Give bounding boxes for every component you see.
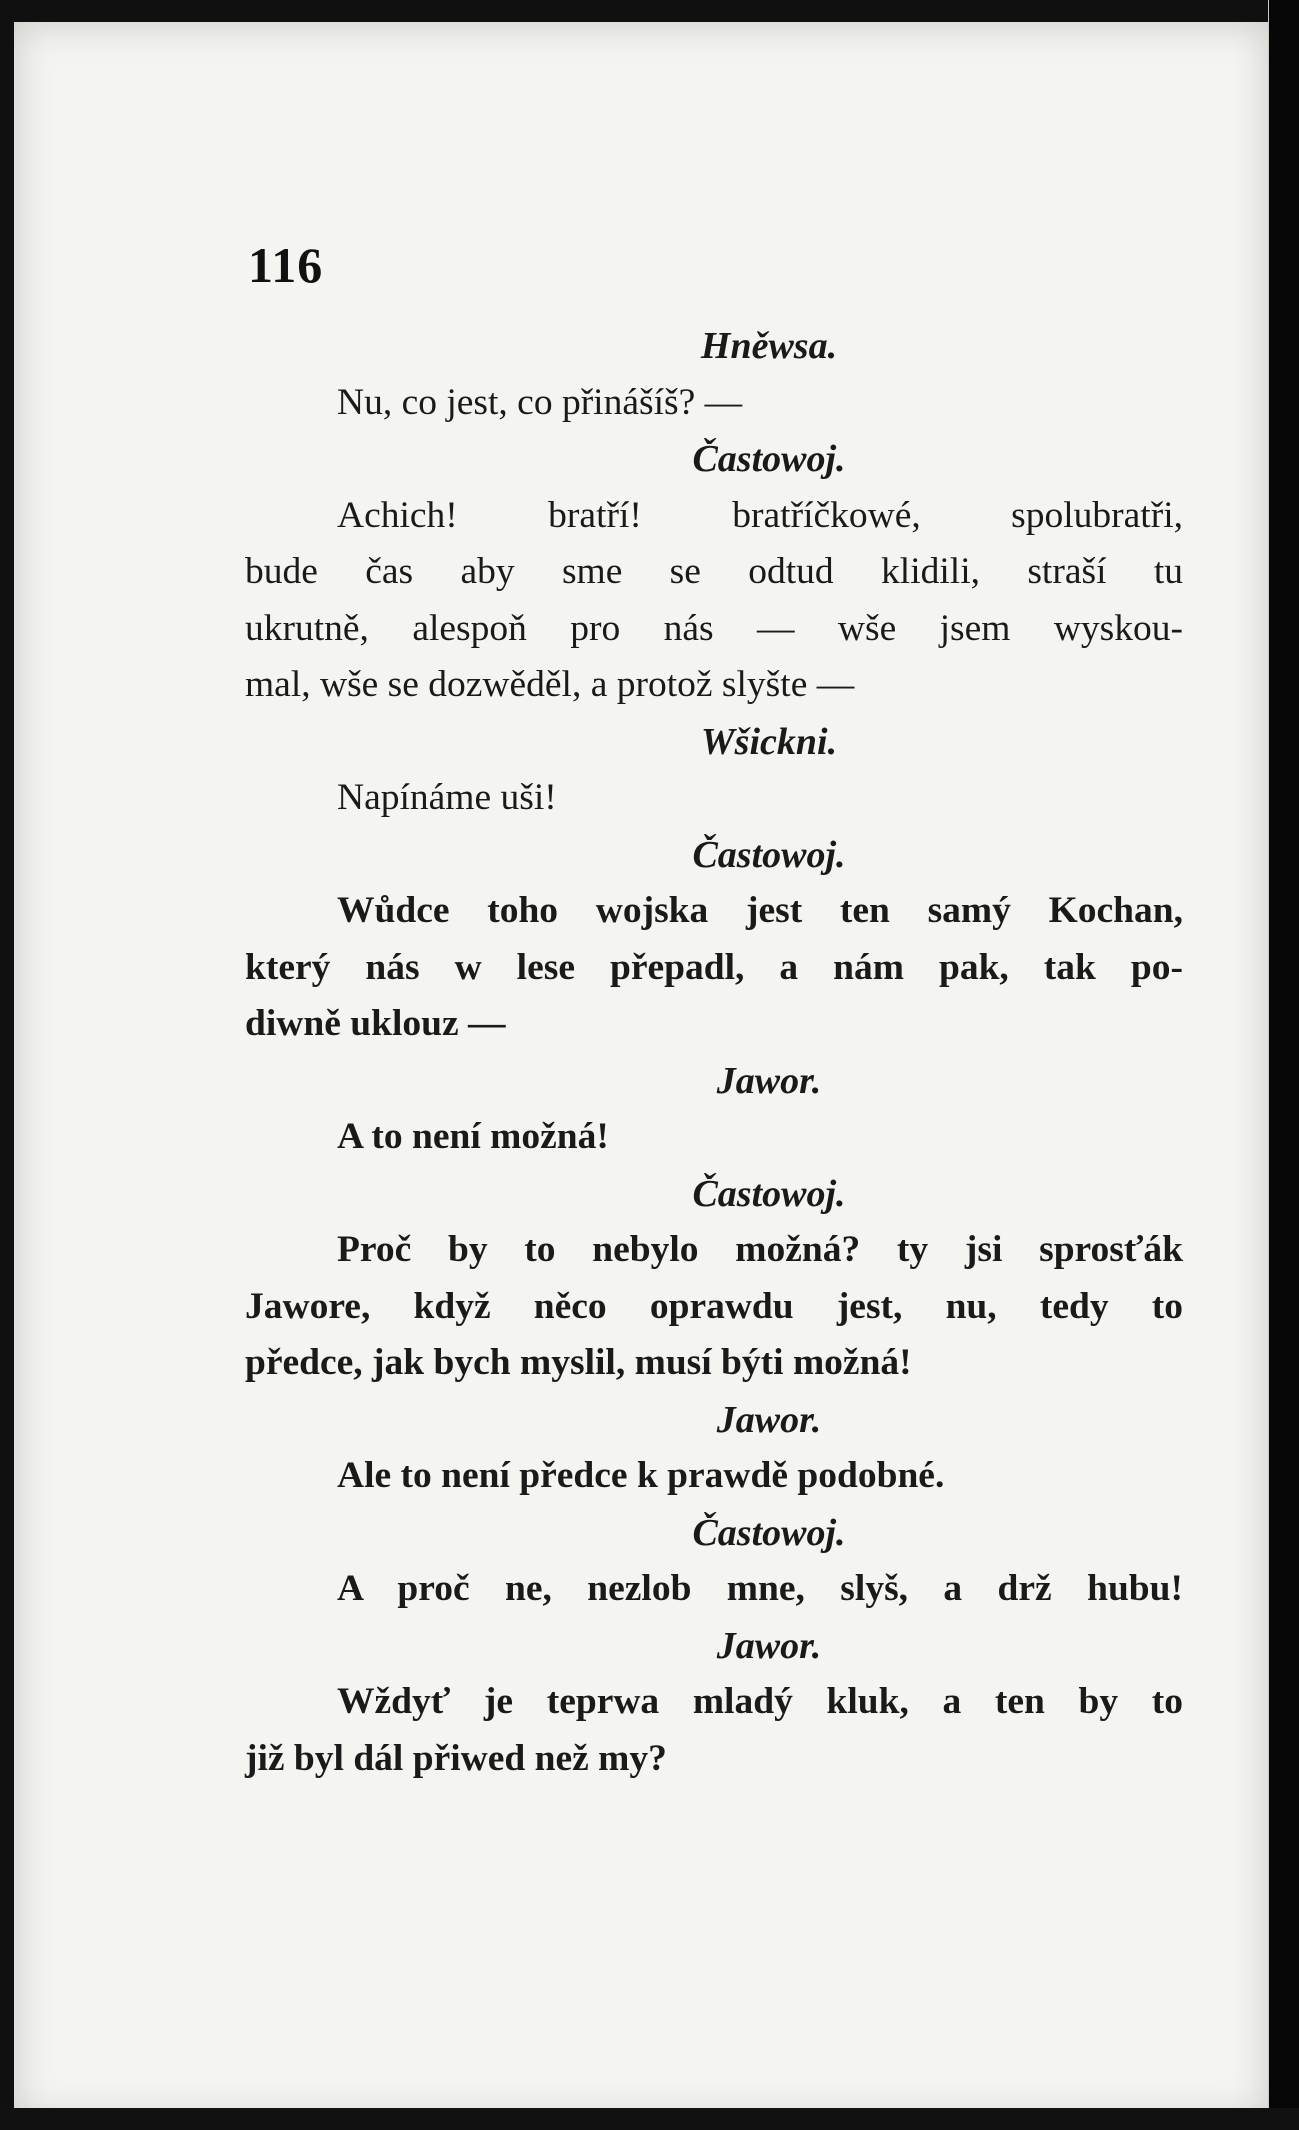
text-line: Wždyť je teprwa mladý kluk, a ten by to — [337, 1681, 1183, 1722]
speaker-name: Častowoj. — [692, 438, 846, 480]
page-number: 116 — [248, 237, 324, 293]
text-line: diwně uklouz — — [245, 1003, 506, 1044]
speaker-name: Častowoj. — [692, 833, 846, 876]
speaker-name: Jawor. — [716, 1624, 822, 1667]
text-line: bude čas aby sme se odtud klidili, straší tu — [245, 551, 1183, 592]
text-line: mal, wše se dozwěděl, a protož slyšte — — [245, 664, 855, 705]
text-line: Jawore, když něco oprawdu jest, nu, tedy to — [245, 1285, 1183, 1327]
scan-border-bottom — [0, 2108, 1299, 2130]
speaker-name: Častowoj. — [692, 1511, 846, 1554]
text-line: ukrutně, alespoň pro nás — wše jsem wyskou- — [245, 607, 1183, 649]
text-line: Wůdce toho wojska jest ten samý Kochan, — [337, 890, 1183, 931]
play-text — [245, 318, 1183, 1787]
speaker-name: Jawor. — [716, 1398, 822, 1441]
speaker-name: Hněwsa. — [700, 325, 838, 367]
speaker-name: Wšickni. — [700, 720, 838, 763]
scan-border-right — [1269, 0, 1299, 2130]
text-line: již byl dál přiwed než my? — [245, 1737, 667, 1779]
speaker-name: Častowoj. — [692, 1172, 846, 1215]
text-line: Achich! bratří! bratříčkowé, spolubratři, — [337, 494, 1183, 536]
text-line: Proč by to nebylo možná? ty jsi sprosťák — [337, 1229, 1183, 1270]
text-line: předce, jak bych myslil, musí býti možná! — [245, 1342, 912, 1383]
text-line: který nás w lese přepadl, a nám pak, tak po- — [245, 946, 1183, 988]
text-line: Napínáme uši! — [337, 777, 557, 818]
text-line: Ale to není předce k prawdě podobné. — [337, 1455, 945, 1496]
speaker-name: Jawor. — [716, 1059, 822, 1102]
text-line: Nu, co jest, co přinášíš? — — [337, 381, 743, 423]
text-line: A proč ne, nezlob mne, slyš, a drž hubu! — [337, 1568, 1183, 1609]
text-line: A to není možná! — [337, 1116, 609, 1157]
